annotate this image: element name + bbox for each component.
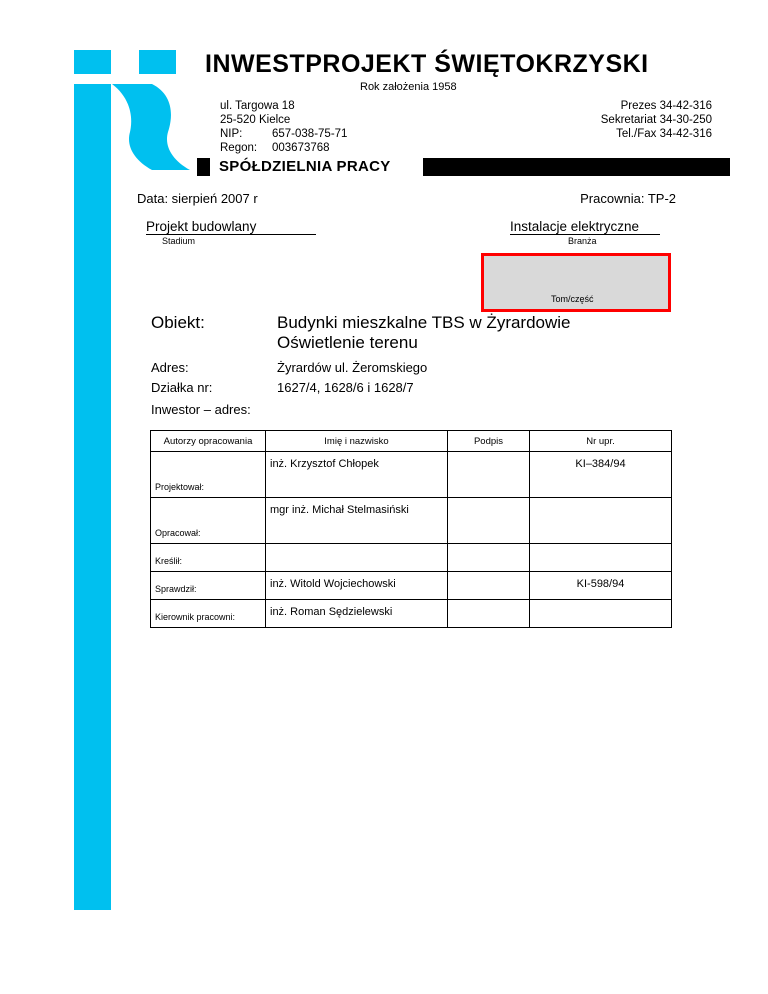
volume-caption: Tom/część <box>551 294 594 304</box>
project-stage: Projekt budowlany <box>146 219 316 235</box>
authors-table <box>150 430 672 628</box>
workshop-label: Pracownia: TP-2 <box>580 191 676 206</box>
header-black-bar-left <box>197 158 210 176</box>
phone-secretariat: Sekretariat 34-30-250 <box>600 114 712 126</box>
table-header-row <box>151 431 672 452</box>
investor-label: Inwestor – adres: <box>151 402 251 417</box>
object-label: Obiekt: <box>151 313 205 332</box>
cooperative-label: SPÓŁDZIELNIA PRACY <box>219 158 391 175</box>
header-authors: Autorzy opracowania <box>151 431 266 452</box>
name-cell: inż. Witold Wojciechowski <box>266 572 448 600</box>
logo-top-left-square <box>74 50 111 74</box>
company-address <box>220 99 347 155</box>
regon-label: Regon: <box>220 142 258 154</box>
name-cell: inż. Roman Sędzielewski <box>266 600 448 628</box>
name-cell: inż. Krzysztof Chłopek <box>266 452 448 498</box>
address-city: 25-520 Kielce <box>220 114 291 126</box>
license-cell <box>530 498 672 544</box>
role-cell: Projektował: <box>151 452 266 498</box>
company-phones <box>601 99 712 141</box>
table-row <box>151 544 672 572</box>
nip-value: 657-038-75-71 <box>272 128 348 140</box>
founded-year: Rok założenia 1958 <box>360 81 457 93</box>
signature-cell <box>448 572 530 600</box>
role-cell: Kreślił: <box>151 544 266 572</box>
branch-caption: Branża <box>568 236 597 246</box>
header-signature: Podpis <box>448 431 530 452</box>
role-cell: Kierownik pracowni: <box>151 600 266 628</box>
object-line-2: Oświetlenie terenu <box>277 333 418 352</box>
signature-cell <box>448 600 530 628</box>
signature-cell <box>448 544 530 572</box>
header-license: Nr upr. <box>530 431 672 452</box>
address-label: Adres: <box>151 360 189 375</box>
license-cell <box>530 544 672 572</box>
header-name: Imię i nazwisko <box>266 431 448 452</box>
logo-vertical-bar <box>74 84 111 910</box>
document-date: Data: sierpień 2007 r <box>137 191 258 206</box>
address-street: ul. Targowa 18 <box>220 100 295 112</box>
phone-telfax: Tel./Fax 34-42-316 <box>616 128 712 140</box>
name-cell <box>266 544 448 572</box>
regon-value: 003673768 <box>272 142 330 154</box>
role-cell: Opracował: <box>151 498 266 544</box>
stage-caption: Stadium <box>162 236 196 246</box>
license-cell: KI–384/94 <box>530 452 672 498</box>
signature-cell <box>448 498 530 544</box>
license-cell <box>530 600 672 628</box>
company-name: INWESTPROJEKT ŚWIĘTOKRZYSKI <box>205 50 649 78</box>
logo-wave-shape <box>112 84 192 170</box>
object-line-1: Budynki mieszkalne TBS w Żyrardowie <box>277 313 571 332</box>
plot-label: Działka nr: <box>151 380 213 395</box>
name-cell: mgr inż. Michał Stelmasiński <box>266 498 448 544</box>
nip-label: NIP: <box>220 128 243 140</box>
table-row <box>151 452 672 498</box>
regon-row <box>220 141 347 155</box>
role-cell: Sprawdził: <box>151 572 266 600</box>
object-value <box>277 313 571 353</box>
license-cell: KI-598/94 <box>530 572 672 600</box>
address-value: Żyrardów ul. Żeromskiego <box>277 360 428 375</box>
table-row <box>151 600 672 628</box>
project-branch: Instalacje elektryczne <box>510 219 660 235</box>
table-row <box>151 572 672 600</box>
signature-cell <box>448 452 530 498</box>
phone-president: Prezes 34-42-316 <box>620 100 712 112</box>
table-row <box>151 498 672 544</box>
nip-row <box>220 127 347 141</box>
plot-value: 1627/4, 1628/6 i 1628/7 <box>277 380 414 395</box>
logo-top-right-square <box>139 50 176 74</box>
header-black-bar-right <box>423 158 730 176</box>
